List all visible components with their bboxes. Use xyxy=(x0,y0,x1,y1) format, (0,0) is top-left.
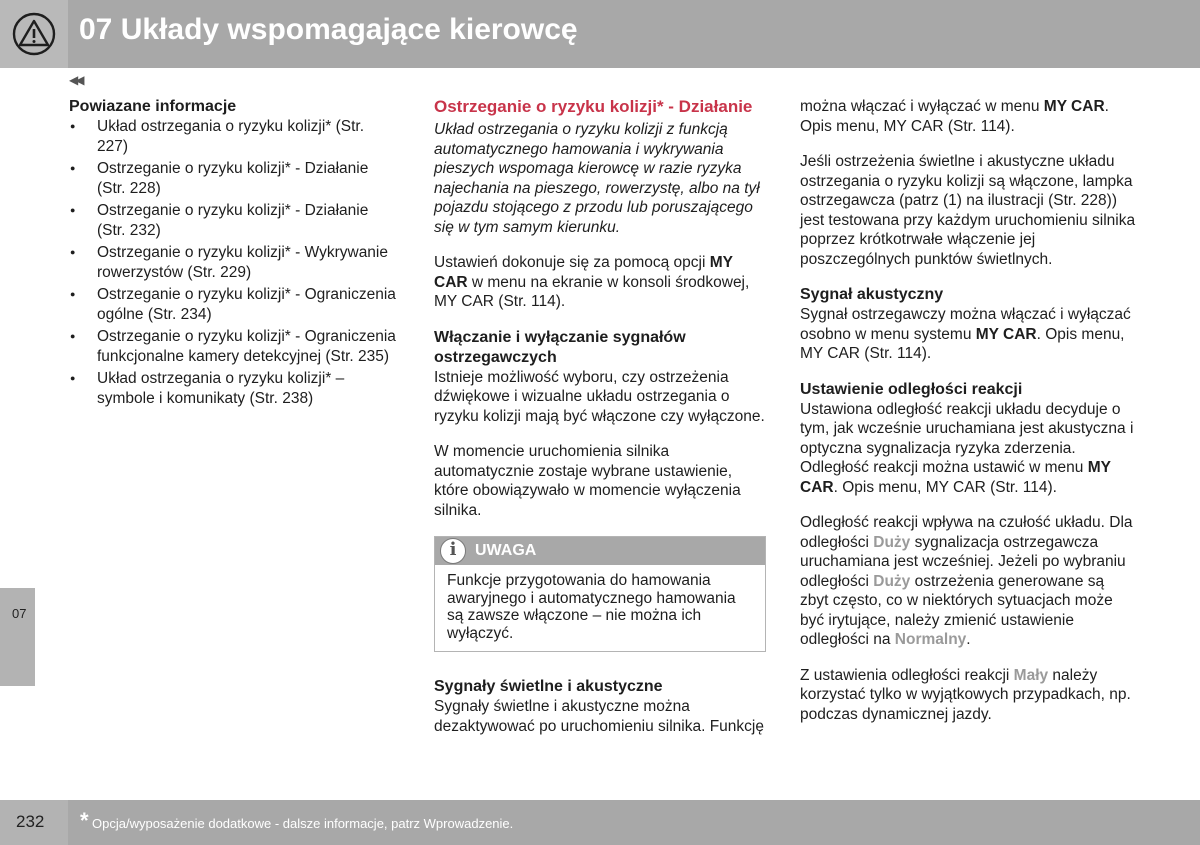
note-box xyxy=(434,536,766,652)
text-span: sygnalizacja ostrzegawcza uruchamiana jest wcześniej. Jeżeli po wybraniu odległości xyxy=(800,533,1126,590)
menu-name: MY CAR xyxy=(1043,98,1105,115)
menu-name: MY CAR xyxy=(434,254,733,291)
paragraph: Sygnały świetlne i akustyczne można dezaktywować po uruchomieniu silnika. Funkcję xyxy=(434,698,764,735)
text-span: . Opis menu, MY CAR (Str. 114). xyxy=(800,325,1125,362)
menu-name: MY CAR xyxy=(800,459,1111,496)
header-icon-box xyxy=(0,0,68,68)
paragraph xyxy=(800,400,1136,498)
menu-name: MY CAR xyxy=(975,325,1037,343)
paragraph xyxy=(800,97,1136,136)
paragraph: Istnieje możliwość wyboru, czy ostrzeżenia dźwiękowe i wizualne układu ostrzegania o ryzyku kolizji mają być włączone czy wyłączone. xyxy=(434,368,765,425)
side-tab-label: 07 xyxy=(12,606,27,621)
related-link[interactable]: ● Ostrzeganie o ryzyku kolizji* - Działanie (Str. 228) xyxy=(69,159,397,198)
page-number-box xyxy=(0,800,68,845)
text-span: należy korzystać tylko w wyjątkowych przypadkach, np. podczas dynamicznej jazdy. xyxy=(800,666,1131,723)
header-title-box xyxy=(68,0,1200,68)
asterisk-icon: * xyxy=(80,808,89,833)
note-body: Funkcje przygotowania do hamowania awaryjnego i automatycznego hamowania są zawsze włączone – nie można ich wyłączyć. xyxy=(447,572,736,642)
subheading-light-sound: Sygnały świetlne i akustyczne xyxy=(434,678,663,695)
subheading-warnings-toggle: Włączanie i wyłączanie sygnałów ostrzegawczych xyxy=(434,328,686,366)
paragraph: Jeśli ostrzeżenia świetlne i akustyczne układu ostrzegania o ryzyku kolizji są włączone, lampka ostrzegawcza (patrz (1) na ilustracji (Str. 228)) jest testowana przy każdym uruchomieniu silnika poprzez krótkotrwałe włączenie jej poszczególnych punktów świetlnych. xyxy=(800,153,1136,268)
related-link[interactable]: ● Układ ostrzegania o ryzyku kolizji* – symbole i komunikaty (Str. 238) xyxy=(69,369,397,408)
section-title: Ostrzeganie o ryzyku kolizji* - Działanie xyxy=(434,97,753,116)
page-header xyxy=(0,0,1200,68)
paragraph: W momencie uruchomienia silnika automatycznie zostaje wybrane ustawienie, które obowiązywało w momencie wyłączenia silnika. xyxy=(434,443,741,519)
warning-triangle-icon xyxy=(12,12,56,56)
note-header xyxy=(435,537,765,565)
text-span: Z ustawienia odległości reakcji xyxy=(800,666,1014,684)
page-footer xyxy=(0,800,1200,845)
option-name: Duży xyxy=(873,533,911,551)
page-number: 232 xyxy=(16,812,45,831)
text-span: . xyxy=(966,631,971,648)
subheading-acoustic: Sygnał akustyczny xyxy=(800,286,944,303)
column-main xyxy=(434,97,766,752)
footer-note-box xyxy=(68,800,1200,845)
related-link[interactable]: ● Ostrzeganie o ryzyku kolizji* - Ograniczenia funkcjonalne kamery detekcyjnej (Str. 235) xyxy=(69,327,397,366)
related-heading: Powiazane informacje xyxy=(69,98,237,115)
related-link[interactable]: ● Układ ostrzegania o ryzyku kolizji* (Str. 227) xyxy=(69,117,397,156)
related-link[interactable]: ● Ostrzeganie o ryzyku kolizji* - Wykrywanie rowerzystów (Str. 229) xyxy=(69,243,397,282)
related-link[interactable]: ● Ostrzeganie o ryzyku kolizji* - Ograniczenia ogólne (Str. 234) xyxy=(69,285,397,324)
chapter-side-tab[interactable] xyxy=(0,588,35,686)
related-list xyxy=(69,117,397,408)
text-span: Sygnał ostrzegawczy można włączać i wyłączać osobno w menu systemu xyxy=(800,306,1131,343)
column-related xyxy=(69,97,397,411)
paragraph xyxy=(800,666,1136,725)
footer-note: Opcja/wyposażenie dodatkowe - dalsze informacje, patrz Wprowadzenie. xyxy=(92,816,514,831)
text-span: Odległość reakcji wpływa na czułość układu. Dla odległości xyxy=(800,514,1133,551)
text-span: Ustawień dokonuje się za pomocą opcji xyxy=(434,254,710,271)
info-icon: i xyxy=(440,538,466,564)
text-span: ostrzeżenia generowane są zbyt często, co w niektórych sytuacjach może być irytujące, należy zmienić ustawienie odległości na xyxy=(800,572,1113,648)
paragraph xyxy=(800,305,1136,364)
double-chevron-left-icon[interactable]: ◀◀ xyxy=(69,73,82,87)
lead-paragraph: Układ ostrzegania o ryzyku kolizji z funkcją automatycznego hamowania i wykrywania pieszych wspomaga kierowcę w razie ryzyka najechania na pieszego, rowerzystę, albo na tył pojazdu stojącego z przodu lub poruszającego się w tym samym kierunku. xyxy=(434,121,760,236)
chapter-title: 07 Układy wspomagające kierowcę xyxy=(79,13,578,46)
text-span: w menu na ekranie w konsoli środkowej, MY CAR (Str. 114). xyxy=(434,273,750,310)
settings-paragraph xyxy=(434,253,766,312)
paragraph xyxy=(800,513,1136,650)
text-span: . Opis menu, MY CAR (Str. 114). xyxy=(833,478,1057,496)
text-span: można włączać i wyłączać w menu xyxy=(800,98,1044,115)
option-name: Mały xyxy=(1013,666,1049,684)
option-name: Normalny xyxy=(894,631,967,648)
note-title: UWAGA xyxy=(475,542,537,559)
text-span: Ustawiona odległość reakcji układu decyduje o tym, jak wcześnie uruchamiana jest akustyczna i optyczna sygnalizacja ryzyka zderzenia. Odległość reakcji można ustawić w menu xyxy=(800,400,1134,476)
text-span: . Opis menu, MY CAR (Str. 114). xyxy=(800,98,1109,135)
subheading-reaction-distance: Ustawienie odległości reakcji xyxy=(800,380,1023,398)
related-link[interactable]: ● Ostrzeganie o ryzyku kolizji* - Działanie (Str. 232) xyxy=(69,201,397,240)
option-name: Duży xyxy=(873,572,911,590)
column-continued xyxy=(800,97,1136,740)
